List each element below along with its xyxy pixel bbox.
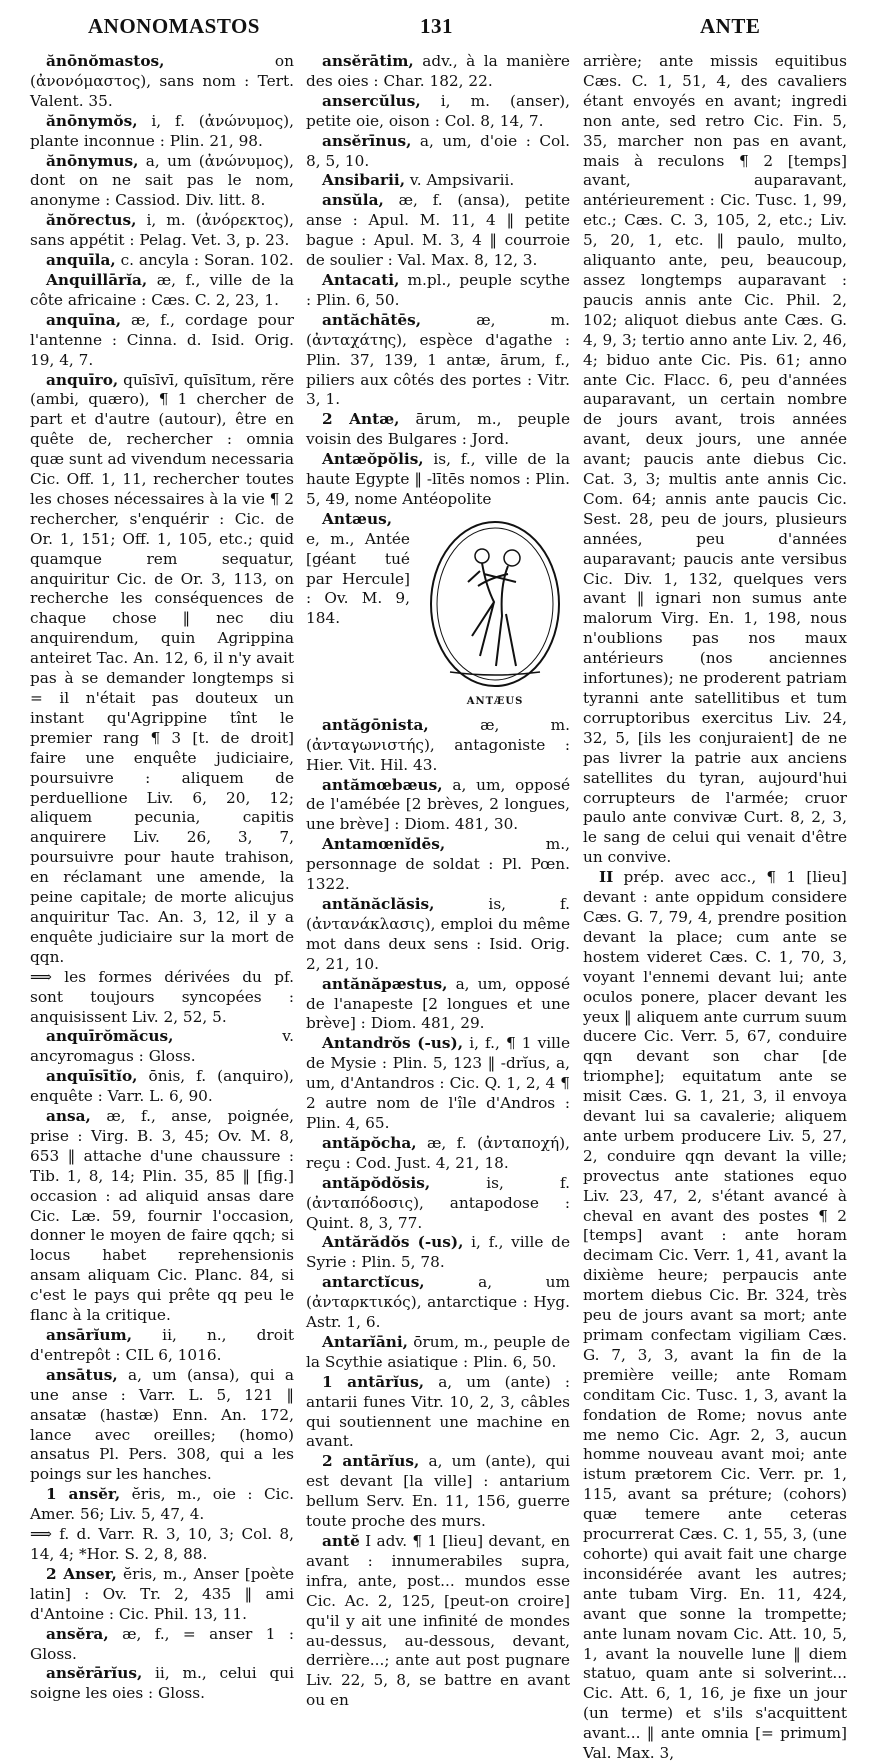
entry-definition: a, um (ansa), qui a une anse : Varr. L. 5, 121 ‖ ansatæ (hastæ) Enn. An. 172, lance avec oreilles; (homo) ansatus Pl. Pers. 308, qui a les poings sur les hanches. bbox=[30, 1365, 294, 1484]
dictionary-entry bbox=[30, 1625, 294, 1665]
headword: Anquillārĭa, bbox=[46, 270, 148, 289]
entry-definition: ōrum, m., peuple de la Scythie asiatique : Plin. 6, 50. bbox=[306, 1332, 570, 1371]
entry-definition: i, f., ¶ 1 ville de Mysie : Plin. 5, 123 ‖ -drĭus, a, um, d'Antandros : Cic. Q. 1, 2, 4 ¶ 2 autre nom de l'île d'Andros : Plin. 4, 65. bbox=[306, 1034, 570, 1132]
column-3 bbox=[583, 52, 847, 1763]
entry-definition: ārum, m., peuple voisin des Bulgares : Jord. bbox=[306, 410, 570, 449]
entry-definition: ĕris, m., Anser [poète latin] : Ov. Tr. 2, 435 ‖ ami d'Antoine : Cic. Phil. 13, 11. bbox=[30, 1564, 294, 1623]
headword: antarctĭcus, bbox=[322, 1273, 425, 1292]
entry-definition: ii, n., droit d'entrepôt : CIL 6, 1016. bbox=[30, 1326, 294, 1364]
entry-definition: ĕris, m., oie : Cic. Amer. 56; Liv. 5, 47, 4. bbox=[30, 1485, 294, 1524]
entry-definition: m.pl., peuple scythe : Plin. 6, 50. bbox=[306, 270, 570, 309]
entry-definition: i, m. (ἀνόρεκτος), sans appétit : Pelag. Vet. 3, p. 23. bbox=[30, 211, 294, 250]
headword: 1 ansĕr, bbox=[46, 1485, 121, 1504]
dictionary-entry bbox=[306, 975, 570, 1035]
entry-definition: quīsīvī, quīsītum, rĕre (ambi, quæro), ¶ 1 chercher de part et d'autre (autour), être en quête de, rechercher : omnia quæ sunt ad vivendum necessaria Cic. Off. 1, 11, rechercher toutes les choses nécessaires à la vie ¶ 2 rechercher, s'enquérir : Cic. de Or. 1, 151; Off. 1, 105, etc.; quid quamque rem sequatur, anquiritur Cic. de Or. 3, 113, on recherche les conséquences de chaque chose ‖ nec diu anquirendum, quin Agrippina anteiret Tac. An. 12, 6, il n'y avait pas à se demander longtemps si = il n'était pas douteux un instant qu'Agrippine tînt le premier rang ¶ 3 [t. de droit] faire une enquête judiciaire, poursuivre : aliquem de perduellione Liv. 6, 20, 12; aliquem pecunia, capitis anquirere Liv. 26, 3, 7, poursuivre pour haute trahison, en réclamant une amende, la peine capitale; de morte alicujus anquiritur Tac. An. 3, 12, il y a enquête judiciaire sur la mort de qqn. bbox=[30, 370, 294, 966]
dictionary-entry bbox=[306, 1452, 570, 1532]
dictionary-entry bbox=[30, 271, 294, 311]
entry-definition: I adv. ¶ 1 [lieu] devant, en avant : innumerabiles supra, infra, ante, post... mundos esse Cic. Ac. 2, 125, [peut-on croire] qu'il y ait une infinité de mondes au-dessus, au-dessous, devant, derrière...; ante aut post pugnare Liv. 22, 5, 8, se battre en avant ou en bbox=[306, 1532, 570, 1710]
headword: antăgōnista, bbox=[322, 715, 429, 734]
dictionary-entry bbox=[306, 1174, 570, 1234]
dictionary-entry bbox=[306, 171, 570, 191]
header-first-word: ANONOMASTOS bbox=[88, 14, 260, 38]
entry-definition: a, um (ante), qui est devant [la ville] : antarium bellum Serv. En. 11, 156, guerre toute proche des murs. bbox=[306, 1452, 570, 1531]
entry-definition: m., personnage de soldat : Pl. Pœn. 1322. bbox=[306, 835, 570, 894]
headword: antămœbæus, bbox=[322, 775, 443, 794]
entry-definition: v. Ampsivarii. bbox=[405, 171, 515, 190]
entry-definition: a, um, opposé de l'anapeste [2 longues et une brève] : Diom. 481, 29. bbox=[306, 974, 570, 1033]
dictionary-entry bbox=[30, 311, 294, 371]
headword: ansŭla, bbox=[322, 191, 384, 210]
entry-definition: ⟹ les formes dérivées du pf. sont toujours syncopées : anquisissent Liv. 2, 52, 5. bbox=[30, 967, 294, 1026]
entry-definition: æ, m. (ἀνταγωνιστής), antagoniste : Hier. Vit. Hil. 43. bbox=[306, 715, 570, 774]
headword: antănăpæstus, bbox=[322, 974, 448, 993]
dictionary-entry bbox=[306, 311, 570, 411]
dictionary-entry bbox=[306, 1333, 570, 1373]
headword: Antæus, bbox=[322, 509, 393, 528]
headword: 2 Antæ, bbox=[322, 410, 400, 429]
dictionary-entry bbox=[30, 1067, 294, 1107]
headword: ănŏrectus, bbox=[46, 211, 137, 230]
entry-definition: v. ancyromagus : Gloss. bbox=[30, 1027, 294, 1066]
running-header bbox=[0, 6, 875, 40]
dictionary-entry bbox=[306, 410, 570, 450]
headword: ansĕrārĭus, bbox=[46, 1664, 143, 1683]
dictionary-entry bbox=[30, 1525, 294, 1565]
headword: ănōnymŏs, bbox=[46, 111, 138, 130]
dictionary-entry bbox=[583, 868, 847, 1764]
dictionary-entry bbox=[30, 1107, 294, 1326]
dictionary-entry bbox=[30, 251, 294, 271]
headword: Antamœnĭdēs, bbox=[322, 835, 446, 854]
headword: anquīsītĭo, bbox=[46, 1067, 138, 1086]
headword: ansātus, bbox=[46, 1365, 118, 1384]
headword: anquīla, bbox=[46, 251, 116, 270]
headword: Antæŏpŏlis, bbox=[322, 450, 424, 469]
dictionary-entry bbox=[306, 92, 570, 132]
headword: Antandrŏs (-us), bbox=[322, 1034, 464, 1053]
entry-definition: ōnis, f. (anquiro), enquête : Varr. L. 6, 90. bbox=[30, 1067, 294, 1106]
entry-definition: i, f. (ἀνώνυμος), plante inconnue : Plin. 21, 98. bbox=[30, 111, 294, 150]
headword: antănăclăsis, bbox=[322, 895, 435, 913]
dictionary-entry bbox=[306, 132, 570, 172]
figure-caption: ANTÆUS bbox=[466, 695, 524, 707]
entry-definition: i, f., ville de Syrie : Plin. 5, 78. bbox=[306, 1233, 570, 1272]
entry-definition: æ, f., ville de la côte africaine : Cæs. C. 2, 23, 1. bbox=[30, 270, 294, 309]
headword: ansārĭum, bbox=[46, 1326, 133, 1344]
entry-definition: arrière; ante missis equitibus Cæs. C. 1, 51, 4, des cavaliers étant envoyés en avant; ingredi non ante, sed retro Cic. Fin. 5, 35, marcher non pas en avant, mais à reculons ¶ 2 [temps] avant, auparavant, antérieurement : Cic. Tusc. 1, 99, etc.; Cæs. C. 3, 105, 2, etc.; Liv. 5, 20, 1, etc. ‖ paulo, multo, aliquanto ante, peu, beaucoup, assez longtemps auparavant : paucis annis ante Cic. Phil. 2, 102; aliquot diebus ante Cæs. G. 4, 9, 3; tertio anno ante Liv. 2, 46, 4; biduo ante Cic. Pis. 61; anno ante Cic. Flacc. 6, peu d'années auparavant, un certain nombre de jours avant, trois années avant, deux jours, une année avant; paucis ante diebus Cic. Cat. 3, 3; multis ante annis Cic. Com. 64; annis ante paucis Cic. Sest. 28, peu de jours, plusieurs années, peu d'années auparavant; paucis ante versibus Cic. Div. 1, 132, quelques vers avant ‖ ignari non sumus ante malorum Virg. En. 1, 198, nous n'oublions pas nos maux antérieurs (nos anciennes infortunes); ne proderent patriam tyranni ante satellitibus et tum corruptoribus exercitus Liv. 24, 32, 5, [ils les conjuraient] de ne pas livrer la patrie aux anciens satellites du tyran, aujourd'hui corrupteurs de l'armée; cruor paulo ante convivæ Curt. 8, 2, 3, le sang de celui qui venait d'être un convive. bbox=[583, 52, 847, 867]
entry-definition: æ, f., = anser 1 : Gloss. bbox=[30, 1624, 294, 1663]
entry-definition: æ, f. (ἀνταποχή), reçu : Cod. Just. 4, 21, 18. bbox=[306, 1133, 570, 1172]
entry-definition: a, um (ἀνταρκτικός), antarctique : Hyg. Astr. 1, 6. bbox=[306, 1273, 570, 1332]
dictionary-entry bbox=[30, 52, 294, 112]
entry-definition: e, m., Antée [géant tué par Hercule] : Ov. M. 9, 184. bbox=[306, 529, 410, 628]
headword: Ansibarii, bbox=[322, 171, 406, 190]
dictionary-entry bbox=[30, 1366, 294, 1485]
dictionary-entry bbox=[306, 52, 570, 92]
dictionary-entry bbox=[306, 776, 570, 836]
entry-definition: a, um, d'oie : Col. 8, 5, 10. bbox=[306, 131, 570, 170]
dictionary-entry bbox=[306, 450, 570, 510]
dictionary-entry bbox=[30, 1485, 294, 1525]
antaeus-figure bbox=[420, 516, 570, 712]
headword: Antarĭāni, bbox=[322, 1332, 409, 1351]
column-2 bbox=[306, 52, 571, 1710]
headword: 2 antārĭus, bbox=[322, 1452, 420, 1471]
entry-definition: is, f. (ἀνταπόδοσις), antapodose : Quint. 8, 3, 77. bbox=[306, 1173, 570, 1232]
headword: ansĕrīnus, bbox=[322, 131, 412, 150]
dictionary-entry bbox=[306, 191, 570, 271]
header-last-word: ANTE bbox=[700, 14, 761, 38]
entry-definition: ii, m., celui qui soigne les oies : Gloss. bbox=[30, 1664, 294, 1703]
dictionary-entry bbox=[30, 112, 294, 152]
page-number: 131 bbox=[420, 14, 453, 38]
dictionary-entry bbox=[306, 1034, 570, 1134]
dictionary-entry bbox=[306, 1373, 570, 1453]
headword: II bbox=[599, 868, 614, 887]
headword: 1 antārĭus, bbox=[322, 1372, 425, 1391]
column-1 bbox=[30, 52, 294, 1703]
entry-definition: prép. avec acc., ¶ 1 [lieu] devant : ante oppidum considere Cæs. G. 7, 79, 4, prendre position devant la place; cum ante se hostem videret Cæs. C. 1, 70, 3, voyant l'ennemi devant lui; ante oculos ponere, placer devant les yeux ‖ aliquem ante currum suum ducere Cic. Verr. 5, 67, conduire qqn devant son char [de triomphe]; equitatum ante se misit Cæs. G. 1, 21, 3, il envoya devant lui sa cavalerie; aliquem ante urbem producere Liv. 5, 27, 2, conduire qqn devant la ville; provectus ante stationes equo Liv. 23, 47, 2, s'étant avancé à cheval en avant des postes ¶ 2 [temps] avant : ante horam decimam Cic. Verr. 1, 41, avant la dixième heure; perpaucis ante mortem diebus Cic. Br. 324, très peu de jours avant sa mort; ante primam confectam vigiliam Cæs. G. 7, 3, 3, avant la fin de la première veille; ante Romam conditam Cic. Tusc. 1, 3, avant la fondation de Rome; novus ante me nemo Cic. Agr. 2, 3, aucun homme nouveau avant moi; ante istum prætorem Cic. Verr. pr. 1, 115, avant sa préture; (cohors) quæ temere ante ceteras procurrerat Cæs. C. 1, 55, 3, (une cohorte) qui avait fait une charge inconsidérée avant les autres; ante tubam Virg. En. 11, 424, avant que sonne la trompette; ante lunam novam Cic. Att. 10, 5, 1, avant la nouvelle lune ‖ diem statuo, quam ante si solverint... Cic. Att. 6, 1, 16, je fixe un jour (un terme) et s'ils s'acquittent avant... ‖ ante omnia [= primum] Val. Max. 3, bbox=[583, 868, 847, 1763]
dictionary-entry bbox=[30, 152, 294, 212]
headword: antĕ bbox=[322, 1532, 360, 1550]
entry-definition: æ, f., anse, poignée, prise : Virg. B. 3, 45; Ov. M. 8, 653 ‖ attache d'une chaussure : Tib. 1, 8, 14; Plin. 35, 85 ‖ [fig.] occasion : ad aliquid ansas dare Cic. Læ. 59, fournir l'occasion, donner le moyen de faire qqch; si locus habet reprehensionis ansam aliquam Cic. Planc. 84, si c'est le pays qui prête qq peu le flanc à la critique. bbox=[30, 1107, 294, 1325]
dictionary-entry bbox=[306, 835, 570, 895]
dictionary-entry bbox=[30, 968, 294, 1028]
headword: antăpŏcha, bbox=[322, 1133, 417, 1152]
headword: ănōnŏmastos, bbox=[46, 52, 165, 70]
entry-definition: i, m. (anser), petite oie, oison : Col. 8, 14, 7. bbox=[306, 91, 570, 130]
antaeus-wrestling-medallion-icon bbox=[420, 516, 570, 696]
headword: anquīro, bbox=[46, 370, 119, 389]
entry-definition: ⟹ f. d. Varr. R. 3, 10, 3; Col. 8, 14, 4; *Hor. S. 2, 8, 88. bbox=[30, 1525, 294, 1563]
dictionary-entry bbox=[30, 1027, 294, 1067]
entry-definition: is, f. (ἀντανάκλασις), emploi du même mot dans deux sens : Isid. Orig. 2, 21, 10. bbox=[306, 895, 570, 973]
dictionary-entry bbox=[30, 371, 294, 968]
dictionary-entry bbox=[306, 1233, 570, 1273]
headword: Antacati, bbox=[322, 270, 400, 289]
headword: Antărădŏs (-us), bbox=[322, 1233, 464, 1252]
dictionary-entry bbox=[306, 895, 570, 975]
entry-definition: æ, m. (ἀνταχάτης), espèce d'agathe : Plin. 37, 139, 1 antæ, ārum, f., piliers aux côtés des portes : Vitr. 3, 1. bbox=[306, 310, 570, 409]
dictionary-entry bbox=[30, 211, 294, 251]
entry-definition: æ, f. (ansa), petite anse : Apul. M. 11, 4 ‖ petite bague : Apul. M. 3, 4 ‖ courroie de soulier : Val. Max. 8, 12, 3. bbox=[306, 191, 570, 270]
entry-definition: a, um (ἀνώνυμος), dont on ne sait pas le nom, anonyme : Cassiod. Div. litt. 8. bbox=[30, 151, 294, 210]
entry-definition: adv., à la manière des oies : Char. 182, 22. bbox=[306, 52, 570, 90]
entry-definition: c. ancyla : Soran. 102. bbox=[115, 251, 294, 270]
headword: antăchātēs, bbox=[322, 310, 422, 329]
dictionary-entry bbox=[306, 1532, 570, 1711]
headword: 2 Anser, bbox=[46, 1564, 117, 1583]
headword: anquīna, bbox=[46, 310, 122, 329]
dictionary-entry bbox=[306, 1134, 570, 1174]
dictionary-entry bbox=[583, 52, 847, 868]
dictionary-entry bbox=[30, 1664, 294, 1704]
headword: ansĕra, bbox=[46, 1624, 109, 1643]
entry-definition: a, um, opposé de l'amébée [2 brèves, 2 longues, une brève] : Diom. 481, 30. bbox=[306, 775, 570, 834]
dictionary-entry bbox=[30, 1326, 294, 1366]
headword: ansercŭlus, bbox=[322, 91, 421, 110]
entry-definition: a, um (ante) : antarii funes Vitr. 10, 2, 3, câbles qui soutiennent une machine en avant. bbox=[306, 1372, 570, 1451]
headword: anquīrŏmăcus, bbox=[46, 1027, 174, 1046]
headword: ansĕrātim, bbox=[322, 52, 414, 70]
headword: antăpŏdŏsis, bbox=[322, 1173, 431, 1192]
headword: ănōnymus, bbox=[46, 151, 139, 170]
headword: ansa, bbox=[46, 1107, 91, 1126]
dictionary-entry bbox=[30, 1565, 294, 1625]
dictionary-entry bbox=[306, 271, 570, 311]
entry-definition: on (ἀνονόμαστος), sans nom : Tert. Valent. 35. bbox=[30, 52, 294, 110]
entry-definition: is, f., ville de la haute Egypte ‖ -lītēs nomos : Plin. 5, 49, nome Antéopolite bbox=[306, 450, 571, 508]
entry-definition: æ, f., cordage pour l'antenne : Cinna. d. Isid. Orig. 19, 4, 7. bbox=[30, 310, 294, 369]
dictionary-entry bbox=[306, 1273, 570, 1333]
